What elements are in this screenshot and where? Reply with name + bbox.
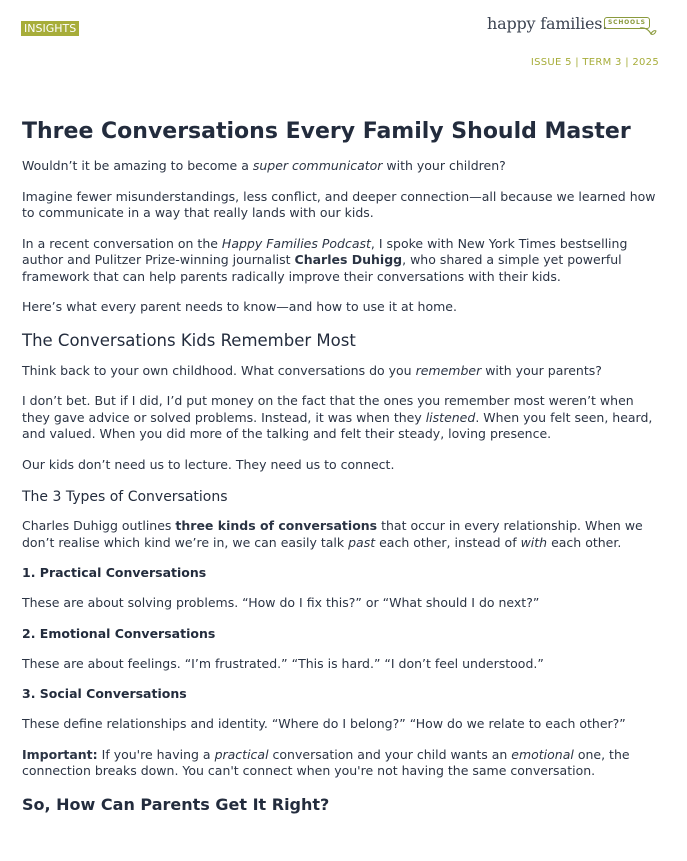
paragraph-bet: I don’t bet. But if I did, I’d put money on the fact that the ones you remember most weren’t when they gave advice or solved problems. Instead, it was when they listened. When you felt seen, heard, and valued. When you did more of the talking and felt their steady, loving presence.: [22, 393, 653, 441]
heading-remember: The Conversations Kids Remember Most: [22, 330, 356, 350]
issue-line: ISSUE 5 | TERM 3 | 2025: [530, 57, 659, 68]
type-heading-social: 3. Social Conversations: [22, 686, 187, 701]
paragraph-connect: Our kids don’t need us to lecture. They need us to connect.: [22, 456, 395, 472]
leaf-icon: [639, 25, 657, 39]
type-heading-emotional: 2. Emotional Conversations: [22, 625, 216, 641]
type-text-social: These define relationships and identity. “Where do I belong?” “How do we relate to each other?”: [22, 716, 626, 731]
intro-paragraph: Wouldn’t it be amazing to become a super communicator with your children?: [22, 158, 506, 173]
article-title: Three Conversations Every Family Should Master: [22, 119, 631, 144]
paragraph-think-back: Think back to your own childhood. What conversations do you remember with your parents?: [22, 362, 602, 378]
type-heading-practical: 1. Practical Conversations: [22, 565, 207, 580]
paragraph-imagine: Imagine fewer misunderstandings, less conflict, and deeper connection—all because we learned how to communicate in a way that really lands with our kids.: [22, 188, 656, 220]
paragraph-duhigg: Charles Duhigg outlines three kinds of conversations that occur in every relationship. When we don’t realise which kind we’re in, we can easily talk past each other, instead of with each other.: [22, 518, 643, 550]
important-note: Important: If you're having a practical conversation and your child wants an emotional one, the connection breaks down. You can't connect when you're not having the same conversation.: [22, 746, 630, 778]
heading-get-it-right: So, How Can Parents Get It Right?: [22, 794, 330, 814]
logo-schools-badge: SCHOOLS: [604, 17, 650, 29]
paragraph-what-to-know: Here’s what every parent needs to know—and how to use it at home.: [22, 299, 457, 314]
insights-badge: INSIGHTS: [21, 21, 79, 36]
logo-text: happy families.: [487, 14, 608, 33]
happy-families-logo[interactable]: [487, 14, 662, 40]
type-text-practical: These are about solving problems. “How do I fix this?” or “What should I do next?”: [22, 595, 540, 610]
heading-types: The 3 Types of Conversations: [22, 489, 228, 505]
article: [22, 118, 662, 827]
paragraph-podcast: In a recent conversation on the Happy Families Podcast, I spoke with New York Times bestselling author and Pulitzer Prize-winning journalist Charles Duhigg, who shared a simple yet powerful framework that can help parents radically improve their conversations with their kids.: [22, 235, 628, 284]
type-text-emotional: These are about feelings. “I’m frustrated.” “This is hard.” “I don’t feel understood.”: [22, 655, 544, 671]
